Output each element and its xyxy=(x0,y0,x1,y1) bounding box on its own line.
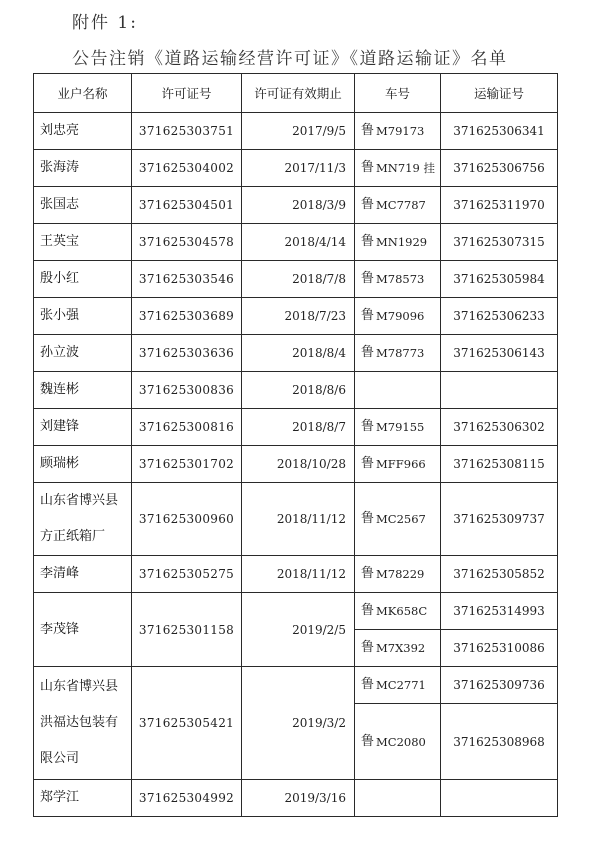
vehicle-plate xyxy=(355,667,440,703)
license-number-cell: 371625301158 xyxy=(132,593,242,667)
header-transport-cert: 运输证号 xyxy=(441,74,558,113)
plate-cell xyxy=(355,556,441,593)
transport-cert-cell xyxy=(441,261,558,298)
vehicle-plate xyxy=(355,298,440,334)
vehicle-plate xyxy=(355,150,440,186)
vehicle-plate xyxy=(355,113,440,149)
license-number-cell: 371625304992 xyxy=(132,780,242,817)
expiry-date-cell: 2017/9/5 xyxy=(242,113,355,150)
table-row xyxy=(34,446,558,483)
business-name-cell xyxy=(34,261,132,298)
plate-cell xyxy=(355,113,441,150)
plate-province-prefix: 鲁 xyxy=(361,733,375,749)
transport-cert-number: 371625308115 xyxy=(453,457,545,471)
business-name-line: 刘忠亮 xyxy=(40,123,80,138)
plate-number: M79155 xyxy=(376,420,425,434)
business-name-cell xyxy=(34,150,132,187)
transport-cert-cell xyxy=(441,667,558,780)
transport-cert-cell xyxy=(441,593,558,667)
business-name-cell xyxy=(34,593,132,667)
business-name-line: 山东省博兴县 xyxy=(40,679,119,694)
expiry-date-cell: 2017/11/3 xyxy=(242,150,355,187)
vehicle-plate xyxy=(355,629,440,666)
vehicle-plate xyxy=(355,703,440,779)
transport-cert-cell xyxy=(441,298,558,335)
table-row xyxy=(34,780,558,817)
expiry-date-cell: 2018/7/8 xyxy=(242,261,355,298)
transport-cert-cell xyxy=(441,224,558,261)
header-expiry: 许可证有效期止 xyxy=(242,74,355,113)
table-row xyxy=(34,593,558,667)
license-number-cell: 371625300836 xyxy=(132,372,242,409)
transport-cert-cell xyxy=(441,113,558,150)
expiry-date-cell: 2018/7/23 xyxy=(242,298,355,335)
header-plate: 车号 xyxy=(355,74,441,113)
transport-cert-number xyxy=(441,780,557,816)
table-row xyxy=(34,261,558,298)
plate-province-prefix: 鲁 xyxy=(361,419,375,434)
plate-province-prefix: 鲁 xyxy=(361,511,375,526)
plate-province-prefix: 鲁 xyxy=(361,271,375,286)
plate-number: M78229 xyxy=(376,567,425,581)
transport-cert-number: 371625306302 xyxy=(453,420,545,434)
business-name-line: 殷小红 xyxy=(40,271,80,286)
vehicle-plate xyxy=(355,556,440,592)
business-name-cell xyxy=(34,667,132,780)
expiry-date-cell: 2019/2/5 xyxy=(242,593,355,667)
license-number-cell: 371625304578 xyxy=(132,224,242,261)
plate-number: M7X392 xyxy=(376,641,426,655)
table-body xyxy=(34,113,558,817)
business-name-line: 方正纸箱厂 xyxy=(40,529,106,544)
transport-cert-cell xyxy=(441,780,558,817)
plate-cell xyxy=(355,667,441,780)
transport-cert-number: 371625305984 xyxy=(453,272,545,286)
license-number-cell: 371625305275 xyxy=(132,556,242,593)
plate-cell xyxy=(355,372,441,409)
table-row xyxy=(34,556,558,593)
transport-cert-number: 371625306756 xyxy=(453,161,545,175)
transport-cert-number: 371625307315 xyxy=(453,235,545,249)
plate-cell xyxy=(355,224,441,261)
table-row xyxy=(34,335,558,372)
business-name-cell xyxy=(34,113,132,150)
table-row xyxy=(34,150,558,187)
plate-province-prefix: 鲁 xyxy=(361,234,375,249)
table-row xyxy=(34,113,558,150)
table-row xyxy=(34,187,558,224)
expiry-date-cell: 2018/11/12 xyxy=(242,483,355,556)
deregistration-table xyxy=(33,73,558,817)
expiry-date-cell: 2018/8/7 xyxy=(242,409,355,446)
business-name-line: 魏连彬 xyxy=(40,382,80,397)
table-header-row xyxy=(34,74,558,113)
vehicle-plate xyxy=(355,501,440,537)
business-name-cell xyxy=(34,335,132,372)
transport-cert-number: 371625305852 xyxy=(453,567,545,581)
plate-province-prefix: 鲁 xyxy=(361,308,375,323)
plate-number: MC2771 xyxy=(376,678,426,692)
table-row xyxy=(34,372,558,409)
plate-province-prefix: 鲁 xyxy=(361,640,375,655)
plate-cell xyxy=(355,335,441,372)
transport-cert-number: 371625311970 xyxy=(453,198,545,212)
transport-cert-cell xyxy=(441,409,558,446)
plate-cell xyxy=(355,409,441,446)
business-name-line: 顾瑞彬 xyxy=(40,456,80,471)
transport-cert-number: 371625306341 xyxy=(453,124,545,138)
expiry-date-cell: 2018/8/6 xyxy=(242,372,355,409)
transport-cert-cell xyxy=(441,556,558,593)
business-name-line: 限公司 xyxy=(40,751,80,766)
plate-number: MK658C xyxy=(376,604,428,618)
transport-cert-cell xyxy=(441,187,558,224)
business-name-cell xyxy=(34,556,132,593)
plate-number: M78573 xyxy=(376,272,425,286)
expiry-date-cell: 2018/4/14 xyxy=(242,224,355,261)
business-name-line: 郑学江 xyxy=(40,790,80,805)
vehicle-plate xyxy=(355,446,440,482)
license-number-cell: 371625303546 xyxy=(132,261,242,298)
license-number-cell: 371625301702 xyxy=(132,446,242,483)
business-name-cell xyxy=(34,446,132,483)
header-business-name: 业户名称 xyxy=(34,74,132,113)
plate-number: MC7787 xyxy=(376,198,426,212)
business-name-line: 张小强 xyxy=(40,308,80,323)
table-row xyxy=(34,224,558,261)
plate-number: MFF966 xyxy=(376,457,426,471)
expiry-date-cell: 2019/3/16 xyxy=(242,780,355,817)
plate-province-prefix: 鲁 xyxy=(361,197,375,212)
vehicle-plate xyxy=(355,409,440,445)
license-number-cell: 371625303751 xyxy=(132,113,242,150)
license-number-cell: 371625303689 xyxy=(132,298,242,335)
page-title: 公告注销《道路运输经营许可证》《道路运输证》名单 xyxy=(72,49,508,69)
plate-province-prefix: 鲁 xyxy=(361,456,375,471)
business-name-cell xyxy=(34,483,132,556)
expiry-date-cell: 2018/3/9 xyxy=(242,187,355,224)
plate-cell xyxy=(355,780,441,817)
business-name-cell xyxy=(34,409,132,446)
business-name-line: 李茂锋 xyxy=(40,621,80,637)
plate-number: MC2080 xyxy=(376,734,426,749)
transport-cert-cell xyxy=(441,150,558,187)
plate-province-prefix: 鲁 xyxy=(361,677,375,692)
plate-number: M79173 xyxy=(376,124,425,138)
license-number-cell: 371625304501 xyxy=(132,187,242,224)
plate-province-prefix: 鲁 xyxy=(361,123,375,138)
plate-number: MN719 挂 xyxy=(376,161,435,175)
expiry-date-cell: 2019/3/2 xyxy=(242,667,355,780)
license-number-cell: 371625303636 xyxy=(132,335,242,372)
business-name-cell xyxy=(34,372,132,409)
plate-province-prefix: 鲁 xyxy=(361,345,375,360)
plate-cell xyxy=(355,298,441,335)
business-name-line: 山东省博兴县 xyxy=(40,493,119,508)
plate-cell xyxy=(355,593,441,667)
plate-cell xyxy=(355,150,441,187)
vehicle-plate xyxy=(355,335,440,371)
license-number-cell: 371625305421 xyxy=(132,667,242,780)
transport-cert-cell xyxy=(441,446,558,483)
table-row xyxy=(34,667,558,780)
table-row xyxy=(34,298,558,335)
expiry-date-cell: 2018/10/28 xyxy=(242,446,355,483)
license-number-cell: 371625300960 xyxy=(132,483,242,556)
transport-cert-number: 371625310086 xyxy=(441,629,557,666)
business-name-line: 李清峰 xyxy=(40,566,80,581)
header-license-no: 许可证号 xyxy=(132,74,242,113)
plate-number: MN1929 xyxy=(376,235,428,249)
vehicle-plate xyxy=(355,261,440,297)
license-number-cell: 371625304002 xyxy=(132,150,242,187)
transport-cert-number: 371625306233 xyxy=(453,309,545,323)
plate-province-prefix: 鲁 xyxy=(361,160,375,175)
transport-cert-number xyxy=(441,372,557,408)
business-name-cell xyxy=(34,187,132,224)
plate-cell xyxy=(355,261,441,298)
plate-cell xyxy=(355,446,441,483)
plate-cell xyxy=(355,187,441,224)
license-number-cell: 371625300816 xyxy=(132,409,242,446)
plate-number: M79096 xyxy=(376,309,425,323)
plate-province-prefix: 鲁 xyxy=(361,566,375,581)
business-name-cell xyxy=(34,298,132,335)
vehicle-plate xyxy=(355,224,440,260)
vehicle-plate xyxy=(355,780,440,816)
transport-cert-number: 371625309737 xyxy=(453,512,545,526)
plate-cell xyxy=(355,483,441,556)
plate-province-prefix: 鲁 xyxy=(361,603,375,618)
business-name-cell xyxy=(34,224,132,261)
transport-cert-cell xyxy=(441,483,558,556)
business-name-cell xyxy=(34,780,132,817)
expiry-date-cell: 2018/8/4 xyxy=(242,335,355,372)
vehicle-plate xyxy=(355,372,440,408)
table-row xyxy=(34,483,558,556)
transport-cert-number: 371625314993 xyxy=(453,604,545,618)
plate-number: MC2567 xyxy=(376,512,426,526)
plate-number: M78773 xyxy=(376,346,425,360)
business-name-line: 张海涛 xyxy=(40,160,80,175)
transport-cert-number: 371625306143 xyxy=(453,346,545,360)
attachment-label: 附件 1: xyxy=(72,13,138,33)
business-name-line: 洪福达包装有 xyxy=(40,715,119,730)
business-name-line: 刘建锋 xyxy=(40,419,80,434)
transport-cert-number: 371625308968 xyxy=(441,703,557,779)
vehicle-plate xyxy=(355,187,440,223)
business-name-line: 孙立波 xyxy=(40,345,80,360)
vehicle-plate xyxy=(355,593,440,629)
transport-cert-number: 371625309736 xyxy=(453,678,545,692)
business-name-line: 张国志 xyxy=(40,197,80,212)
table-row xyxy=(34,409,558,446)
expiry-date-cell: 2018/11/12 xyxy=(242,556,355,593)
business-name-line: 王英宝 xyxy=(40,234,80,249)
transport-cert-cell xyxy=(441,335,558,372)
transport-cert-cell xyxy=(441,372,558,409)
